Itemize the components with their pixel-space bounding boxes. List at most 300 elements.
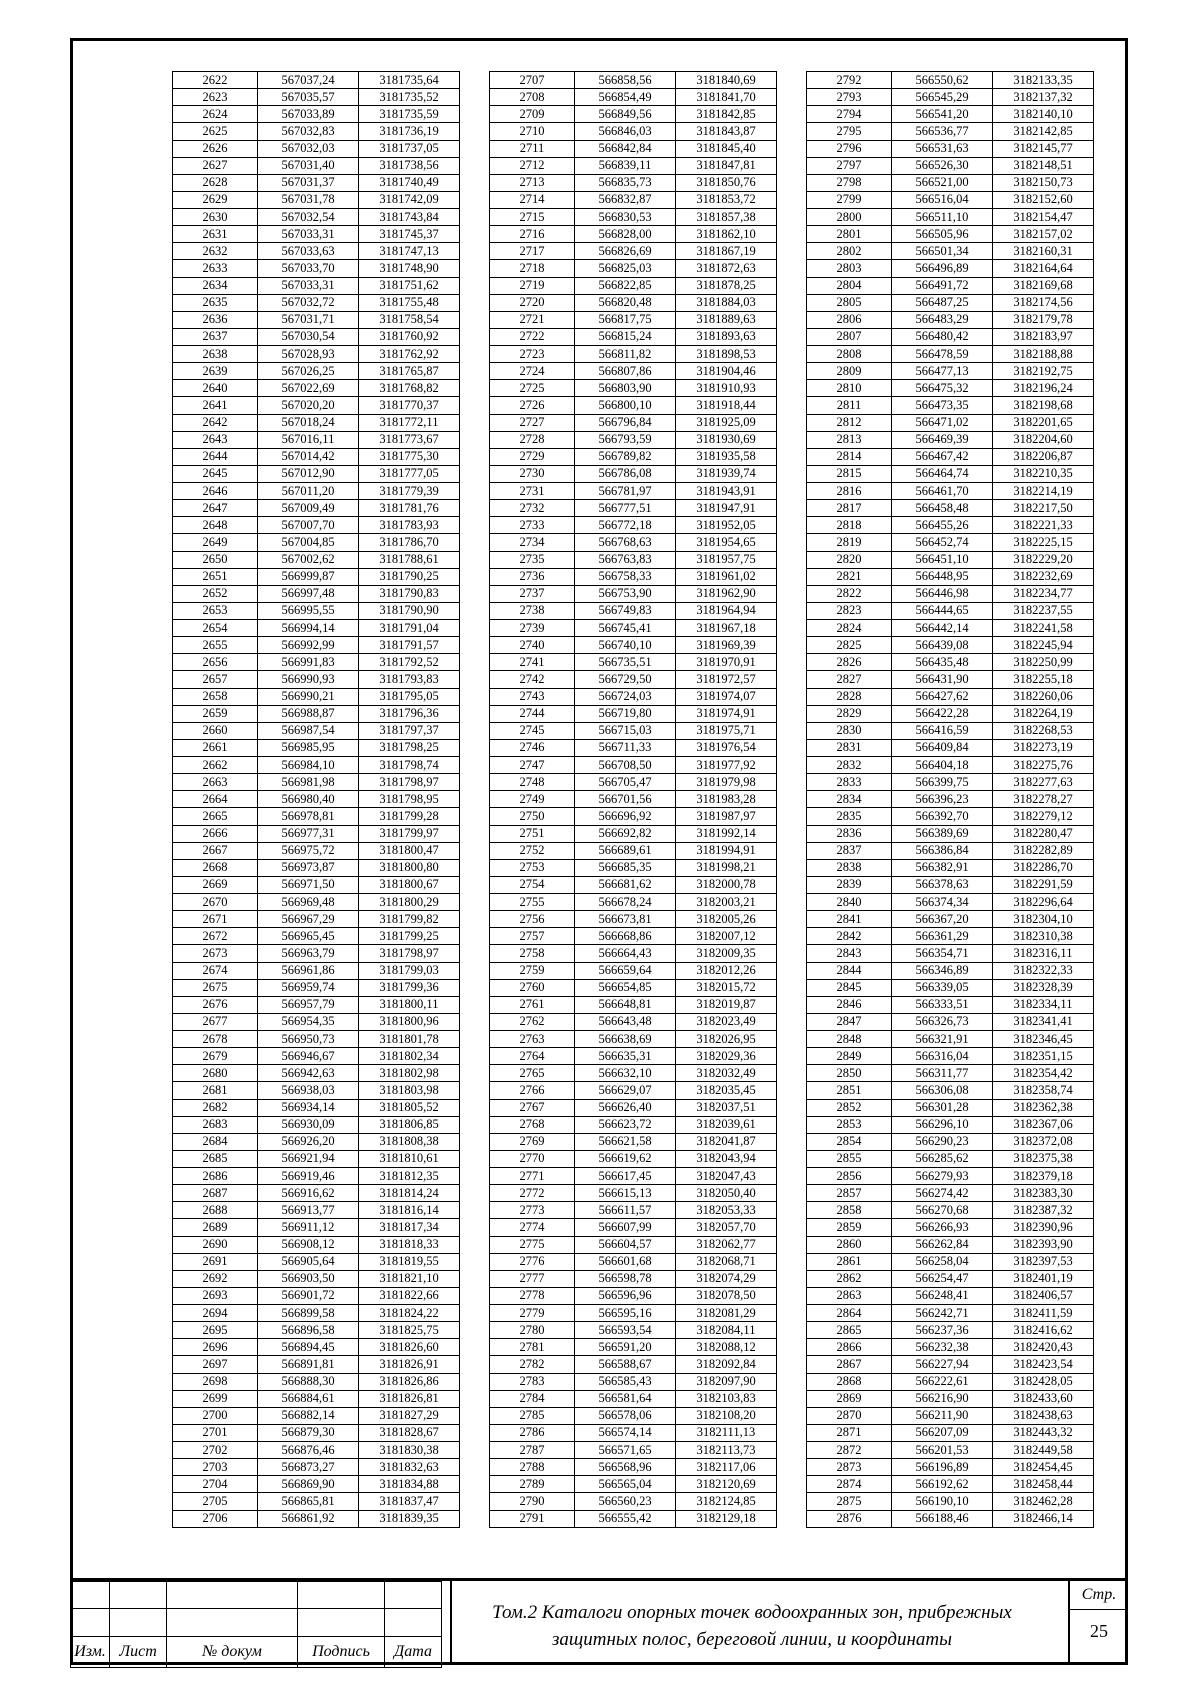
point-number-cell: 2742	[490, 671, 575, 688]
x-coordinate-cell: 566629,07	[575, 1082, 676, 1099]
y-coordinate-cell: 3182438,63	[993, 1407, 1094, 1424]
x-coordinate-cell: 566830,53	[575, 209, 676, 226]
x-coordinate-cell: 566913,77	[258, 1202, 359, 1219]
point-number-cell: 2869	[807, 1390, 892, 1407]
y-coordinate-cell: 3181830,38	[359, 1442, 460, 1459]
point-number-cell: 2754	[490, 876, 575, 893]
x-coordinate-cell: 566832,87	[575, 191, 676, 208]
table-row	[490, 243, 777, 260]
x-coordinate-cell: 566346,89	[892, 962, 993, 979]
table-row	[807, 1373, 1094, 1390]
table-row	[173, 1185, 460, 1202]
table-row	[807, 894, 1094, 911]
table-row	[173, 791, 460, 808]
point-number-cell: 2705	[173, 1493, 258, 1510]
y-coordinate-cell: 3182362,38	[993, 1099, 1094, 1116]
table-row	[807, 123, 1094, 140]
point-number-cell: 2814	[807, 448, 892, 465]
x-coordinate-cell: 566585,43	[575, 1373, 676, 1390]
point-number-cell: 2681	[173, 1082, 258, 1099]
x-coordinate-cell: 566980,40	[258, 791, 359, 808]
table-row	[807, 277, 1094, 294]
x-coordinate-cell: 566911,12	[258, 1219, 359, 1236]
y-coordinate-cell: 3181862,10	[676, 226, 777, 243]
x-coordinate-cell: 566969,48	[258, 894, 359, 911]
y-coordinate-cell: 3182466,14	[993, 1510, 1094, 1527]
point-number-cell: 2669	[173, 876, 258, 893]
table-row	[807, 431, 1094, 448]
x-coordinate-cell: 566749,83	[575, 602, 676, 619]
x-coordinate-cell: 566985,95	[258, 739, 359, 756]
x-coordinate-cell: 566876,46	[258, 1442, 359, 1459]
table-row	[807, 1133, 1094, 1150]
y-coordinate-cell: 3182057,70	[676, 1219, 777, 1236]
x-coordinate-cell: 567011,20	[258, 483, 359, 500]
table-row	[807, 1031, 1094, 1048]
table-row	[807, 191, 1094, 208]
table-row	[490, 311, 777, 328]
y-coordinate-cell: 3181827,29	[359, 1407, 460, 1424]
table-row	[807, 328, 1094, 345]
table-row	[173, 894, 460, 911]
y-coordinate-cell: 3181800,67	[359, 876, 460, 893]
x-coordinate-cell: 566541,20	[892, 106, 993, 123]
table-row	[807, 380, 1094, 397]
x-coordinate-cell: 566306,08	[892, 1082, 993, 1099]
table-row	[173, 1236, 460, 1253]
x-coordinate-cell: 566248,41	[892, 1287, 993, 1304]
table-row	[173, 72, 460, 89]
x-coordinate-cell: 567033,89	[258, 106, 359, 123]
table-row	[807, 791, 1094, 808]
point-number-cell: 2643	[173, 431, 258, 448]
table-row	[490, 328, 777, 345]
y-coordinate-cell: 3182420,43	[993, 1339, 1094, 1356]
point-number-cell: 2739	[490, 620, 575, 637]
y-coordinate-cell: 3181850,76	[676, 174, 777, 191]
point-number-cell: 2837	[807, 842, 892, 859]
table-row	[490, 1150, 777, 1167]
x-coordinate-cell: 566772,18	[575, 517, 676, 534]
x-coordinate-cell: 566190,10	[892, 1493, 993, 1510]
x-coordinate-cell: 566673,81	[575, 911, 676, 928]
table-row	[490, 174, 777, 191]
y-coordinate-cell: 3182237,55	[993, 602, 1094, 619]
table-row	[173, 1065, 460, 1082]
x-coordinate-cell: 566367,20	[892, 911, 993, 928]
x-coordinate-cell: 566473,35	[892, 397, 993, 414]
table-row	[490, 1082, 777, 1099]
y-coordinate-cell: 3182310,38	[993, 928, 1094, 945]
point-number-cell: 2784	[490, 1390, 575, 1407]
x-coordinate-cell: 566571,65	[575, 1442, 676, 1459]
y-coordinate-cell: 3182088,12	[676, 1339, 777, 1356]
table-row	[173, 602, 460, 619]
point-number-cell: 2723	[490, 346, 575, 363]
y-coordinate-cell: 3181792,52	[359, 654, 460, 671]
y-coordinate-cell: 3181834,88	[359, 1476, 460, 1493]
point-number-cell: 2634	[173, 277, 258, 294]
y-coordinate-cell: 3181853,72	[676, 191, 777, 208]
y-coordinate-cell: 3181745,37	[359, 226, 460, 243]
y-coordinate-cell: 3182458,44	[993, 1476, 1094, 1493]
y-coordinate-cell: 3182129,18	[676, 1510, 777, 1527]
y-coordinate-cell: 3182379,18	[993, 1168, 1094, 1185]
table-row	[490, 1219, 777, 1236]
y-coordinate-cell: 3181779,39	[359, 483, 460, 500]
y-coordinate-cell: 3181772,11	[359, 414, 460, 431]
point-number-cell: 2733	[490, 517, 575, 534]
point-number-cell: 2794	[807, 106, 892, 123]
point-number-cell: 2789	[490, 1476, 575, 1493]
point-number-cell: 2838	[807, 859, 892, 876]
table-row	[173, 620, 460, 637]
point-number-cell: 2747	[490, 757, 575, 774]
x-coordinate-cell: 566901,72	[258, 1287, 359, 1304]
x-coordinate-cell: 566648,81	[575, 996, 676, 1013]
point-number-cell: 2735	[490, 551, 575, 568]
table-row	[173, 1287, 460, 1304]
table-row	[490, 1270, 777, 1287]
point-number-cell: 2676	[173, 996, 258, 1013]
table-row	[807, 551, 1094, 568]
y-coordinate-cell: 3182179,78	[993, 311, 1094, 328]
x-coordinate-cell: 566800,10	[575, 397, 676, 414]
y-coordinate-cell: 3181786,70	[359, 534, 460, 551]
table-row	[807, 808, 1094, 825]
y-coordinate-cell: 3181947,91	[676, 500, 777, 517]
x-coordinate-cell: 566511,10	[892, 209, 993, 226]
x-coordinate-cell: 566708,50	[575, 757, 676, 774]
point-number-cell: 2847	[807, 1013, 892, 1030]
point-number-cell: 2791	[490, 1510, 575, 1527]
point-number-cell: 2652	[173, 585, 258, 602]
y-coordinate-cell: 3181802,98	[359, 1065, 460, 1082]
point-number-cell: 2658	[173, 688, 258, 705]
x-coordinate-cell: 566285,62	[892, 1150, 993, 1167]
point-number-cell: 2671	[173, 911, 258, 928]
y-coordinate-cell: 3181910,93	[676, 380, 777, 397]
point-number-cell: 2851	[807, 1082, 892, 1099]
y-coordinate-cell: 3182142,85	[993, 123, 1094, 140]
y-coordinate-cell: 3182000,78	[676, 876, 777, 893]
table-row	[173, 1305, 460, 1322]
y-coordinate-cell: 3181994,91	[676, 842, 777, 859]
y-coordinate-cell: 3181872,63	[676, 260, 777, 277]
y-coordinate-cell: 3181839,35	[359, 1510, 460, 1527]
table-row	[173, 1270, 460, 1287]
point-number-cell: 2828	[807, 688, 892, 705]
y-coordinate-cell: 3181975,71	[676, 722, 777, 739]
y-coordinate-cell: 3181808,38	[359, 1133, 460, 1150]
point-number-cell: 2630	[173, 209, 258, 226]
x-coordinate-cell: 566681,62	[575, 876, 676, 893]
y-coordinate-cell: 3181822,66	[359, 1287, 460, 1304]
table-row	[490, 1442, 777, 1459]
point-number-cell: 2655	[173, 637, 258, 654]
x-coordinate-cell: 566458,48	[892, 500, 993, 517]
table-row	[807, 602, 1094, 619]
x-coordinate-cell: 566946,67	[258, 1048, 359, 1065]
point-number-cell: 2858	[807, 1202, 892, 1219]
table-row	[173, 89, 460, 106]
y-coordinate-cell: 3181798,97	[359, 774, 460, 791]
table-row	[490, 876, 777, 893]
x-coordinate-cell: 566591,20	[575, 1339, 676, 1356]
point-number-cell: 2815	[807, 465, 892, 482]
x-coordinate-cell: 566965,45	[258, 928, 359, 945]
table-row	[807, 89, 1094, 106]
table-row	[173, 414, 460, 431]
x-coordinate-cell: 566237,36	[892, 1322, 993, 1339]
table-row	[173, 808, 460, 825]
table-row	[173, 774, 460, 791]
point-number-cell: 2642	[173, 414, 258, 431]
x-coordinate-cell: 566374,34	[892, 894, 993, 911]
table-row	[490, 979, 777, 996]
point-number-cell: 2764	[490, 1048, 575, 1065]
point-number-cell: 2836	[807, 825, 892, 842]
y-coordinate-cell: 3182204,60	[993, 431, 1094, 448]
y-coordinate-cell: 3181800,80	[359, 859, 460, 876]
y-coordinate-cell: 3182192,75	[993, 363, 1094, 380]
y-coordinate-cell: 3182375,38	[993, 1150, 1094, 1167]
point-number-cell: 2685	[173, 1150, 258, 1167]
table-row	[490, 1236, 777, 1253]
y-coordinate-cell: 3181796,36	[359, 705, 460, 722]
point-number-cell: 2750	[490, 808, 575, 825]
y-coordinate-cell: 3182047,43	[676, 1168, 777, 1185]
y-coordinate-cell: 3182137,32	[993, 89, 1094, 106]
y-coordinate-cell: 3181826,86	[359, 1373, 460, 1390]
table-row	[490, 757, 777, 774]
y-coordinate-cell: 3182103,83	[676, 1390, 777, 1407]
point-number-cell: 2687	[173, 1185, 258, 1202]
table-row	[490, 1133, 777, 1150]
point-number-cell: 2707	[490, 72, 575, 89]
table-row	[807, 774, 1094, 791]
point-number-cell: 2774	[490, 1219, 575, 1236]
table-row	[173, 859, 460, 876]
x-coordinate-cell: 566555,42	[575, 1510, 676, 1527]
x-coordinate-cell: 566216,90	[892, 1390, 993, 1407]
y-coordinate-cell: 3181735,64	[359, 72, 460, 89]
table-row	[807, 1082, 1094, 1099]
point-number-cell: 2854	[807, 1133, 892, 1150]
table-row	[490, 1065, 777, 1082]
x-coordinate-cell: 566926,20	[258, 1133, 359, 1150]
y-coordinate-cell: 3181777,05	[359, 465, 460, 482]
table-row	[173, 277, 460, 294]
point-number-cell: 2800	[807, 209, 892, 226]
point-number-cell: 2679	[173, 1048, 258, 1065]
point-number-cell: 2680	[173, 1065, 258, 1082]
y-coordinate-cell: 3182029,36	[676, 1048, 777, 1065]
table-row	[490, 1048, 777, 1065]
x-coordinate-cell: 566685,35	[575, 859, 676, 876]
x-coordinate-cell: 566545,29	[892, 89, 993, 106]
y-coordinate-cell: 3181857,38	[676, 209, 777, 226]
table-row	[807, 174, 1094, 191]
x-coordinate-cell: 566934,14	[258, 1099, 359, 1116]
y-coordinate-cell: 3182009,35	[676, 945, 777, 962]
x-coordinate-cell: 566626,40	[575, 1099, 676, 1116]
table-row	[490, 1424, 777, 1441]
y-coordinate-cell: 3182068,71	[676, 1253, 777, 1270]
table-row	[490, 277, 777, 294]
point-number-cell: 2622	[173, 72, 258, 89]
x-coordinate-cell: 566849,56	[575, 106, 676, 123]
table-row	[807, 1442, 1094, 1459]
table-row	[173, 294, 460, 311]
point-number-cell: 2682	[173, 1099, 258, 1116]
x-coordinate-cell: 566865,81	[258, 1493, 359, 1510]
table-row	[173, 1082, 460, 1099]
x-coordinate-cell: 566811,82	[575, 346, 676, 363]
y-coordinate-cell: 3182462,28	[993, 1493, 1094, 1510]
y-coordinate-cell: 3182268,53	[993, 722, 1094, 739]
y-coordinate-cell: 3181762,92	[359, 346, 460, 363]
x-coordinate-cell: 566822,85	[575, 277, 676, 294]
point-number-cell: 2793	[807, 89, 892, 106]
table-row	[173, 1459, 460, 1476]
list-label: Лист	[110, 1637, 167, 1668]
y-coordinate-cell: 3182282,89	[993, 842, 1094, 859]
point-number-cell: 2827	[807, 671, 892, 688]
y-coordinate-cell: 3181773,67	[359, 431, 460, 448]
table-row	[173, 671, 460, 688]
x-coordinate-cell: 566919,46	[258, 1168, 359, 1185]
table-row	[173, 123, 460, 140]
point-number-cell: 2809	[807, 363, 892, 380]
table-row	[490, 1013, 777, 1030]
point-number-cell: 2861	[807, 1253, 892, 1270]
table-row	[807, 1219, 1094, 1236]
point-number-cell: 2857	[807, 1185, 892, 1202]
x-coordinate-cell: 566992,99	[258, 637, 359, 654]
y-coordinate-cell: 3182328,39	[993, 979, 1094, 996]
x-coordinate-cell: 566201,53	[892, 1442, 993, 1459]
y-coordinate-cell: 3181799,36	[359, 979, 460, 996]
x-coordinate-cell: 566477,13	[892, 363, 993, 380]
x-coordinate-cell: 566416,59	[892, 722, 993, 739]
x-coordinate-cell: 566896,58	[258, 1322, 359, 1339]
x-coordinate-cell: 566999,87	[258, 568, 359, 585]
y-coordinate-cell: 3182120,69	[676, 1476, 777, 1493]
table-row	[807, 72, 1094, 89]
point-number-cell: 2746	[490, 739, 575, 756]
y-coordinate-cell: 3181964,94	[676, 602, 777, 619]
x-coordinate-cell: 566938,03	[258, 1082, 359, 1099]
x-coordinate-cell: 566521,00	[892, 174, 993, 191]
point-number-cell: 2715	[490, 209, 575, 226]
table-row	[807, 705, 1094, 722]
y-coordinate-cell: 3182108,20	[676, 1407, 777, 1424]
x-coordinate-cell: 566483,29	[892, 311, 993, 328]
table-row	[807, 842, 1094, 859]
point-number-cell: 2760	[490, 979, 575, 996]
point-number-cell: 2842	[807, 928, 892, 945]
y-coordinate-cell: 3182401,19	[993, 1270, 1094, 1287]
x-coordinate-cell: 567031,78	[258, 191, 359, 208]
point-number-cell: 2667	[173, 842, 258, 859]
y-coordinate-cell: 3182154,47	[993, 209, 1094, 226]
x-coordinate-cell: 566869,90	[258, 1476, 359, 1493]
y-coordinate-cell: 3181747,13	[359, 243, 460, 260]
point-number-cell: 2690	[173, 1236, 258, 1253]
y-coordinate-cell: 3181969,39	[676, 637, 777, 654]
y-coordinate-cell: 3182005,26	[676, 911, 777, 928]
table-row	[807, 654, 1094, 671]
table-row	[173, 260, 460, 277]
table-row	[807, 260, 1094, 277]
x-coordinate-cell: 566593,54	[575, 1322, 676, 1339]
table-row	[173, 174, 460, 191]
y-coordinate-cell: 3182043,94	[676, 1150, 777, 1167]
x-coordinate-cell: 567018,24	[258, 414, 359, 431]
y-coordinate-cell: 3181918,44	[676, 397, 777, 414]
x-coordinate-cell: 566478,59	[892, 346, 993, 363]
point-number-cell: 2654	[173, 620, 258, 637]
x-coordinate-cell: 566729,50	[575, 671, 676, 688]
x-coordinate-cell: 566908,12	[258, 1236, 359, 1253]
table-row	[807, 962, 1094, 979]
x-coordinate-cell: 566930,09	[258, 1116, 359, 1133]
table-row	[173, 705, 460, 722]
point-number-cell: 2628	[173, 174, 258, 191]
x-coordinate-cell: 566763,83	[575, 551, 676, 568]
x-coordinate-cell: 566963,79	[258, 945, 359, 962]
point-number-cell: 2670	[173, 894, 258, 911]
y-coordinate-cell: 3181743,84	[359, 209, 460, 226]
page-label: Стр.	[1070, 1581, 1128, 1610]
x-coordinate-cell: 566888,30	[258, 1373, 359, 1390]
x-coordinate-cell: 566997,48	[258, 585, 359, 602]
y-coordinate-cell: 3181957,75	[676, 551, 777, 568]
point-number-cell: 2661	[173, 739, 258, 756]
point-number-cell: 2841	[807, 911, 892, 928]
point-number-cell: 2812	[807, 414, 892, 431]
table-row	[173, 1424, 460, 1441]
x-coordinate-cell: 566279,93	[892, 1168, 993, 1185]
point-number-cell: 2728	[490, 431, 575, 448]
y-coordinate-cell: 3182188,88	[993, 346, 1094, 363]
table-row	[490, 534, 777, 551]
y-coordinate-cell: 3182387,32	[993, 1202, 1094, 1219]
y-coordinate-cell: 3181795,05	[359, 688, 460, 705]
table-row	[807, 1424, 1094, 1441]
x-coordinate-cell: 566491,72	[892, 277, 993, 294]
table-row	[490, 517, 777, 534]
table-row	[173, 1168, 460, 1185]
y-coordinate-cell: 3181832,63	[359, 1459, 460, 1476]
x-coordinate-cell: 567033,63	[258, 243, 359, 260]
x-coordinate-cell: 566448,95	[892, 568, 993, 585]
x-coordinate-cell: 566786,08	[575, 465, 676, 482]
point-number-cell: 2865	[807, 1322, 892, 1339]
table-row	[173, 380, 460, 397]
x-coordinate-cell: 566455,26	[892, 517, 993, 534]
point-number-cell: 2829	[807, 705, 892, 722]
table-row	[490, 465, 777, 482]
point-number-cell: 2763	[490, 1031, 575, 1048]
table-row	[807, 722, 1094, 739]
table-row	[173, 465, 460, 482]
y-coordinate-cell: 3181799,03	[359, 962, 460, 979]
point-number-cell: 2872	[807, 1442, 892, 1459]
y-coordinate-cell: 3181898,53	[676, 346, 777, 363]
point-number-cell: 2786	[490, 1424, 575, 1441]
